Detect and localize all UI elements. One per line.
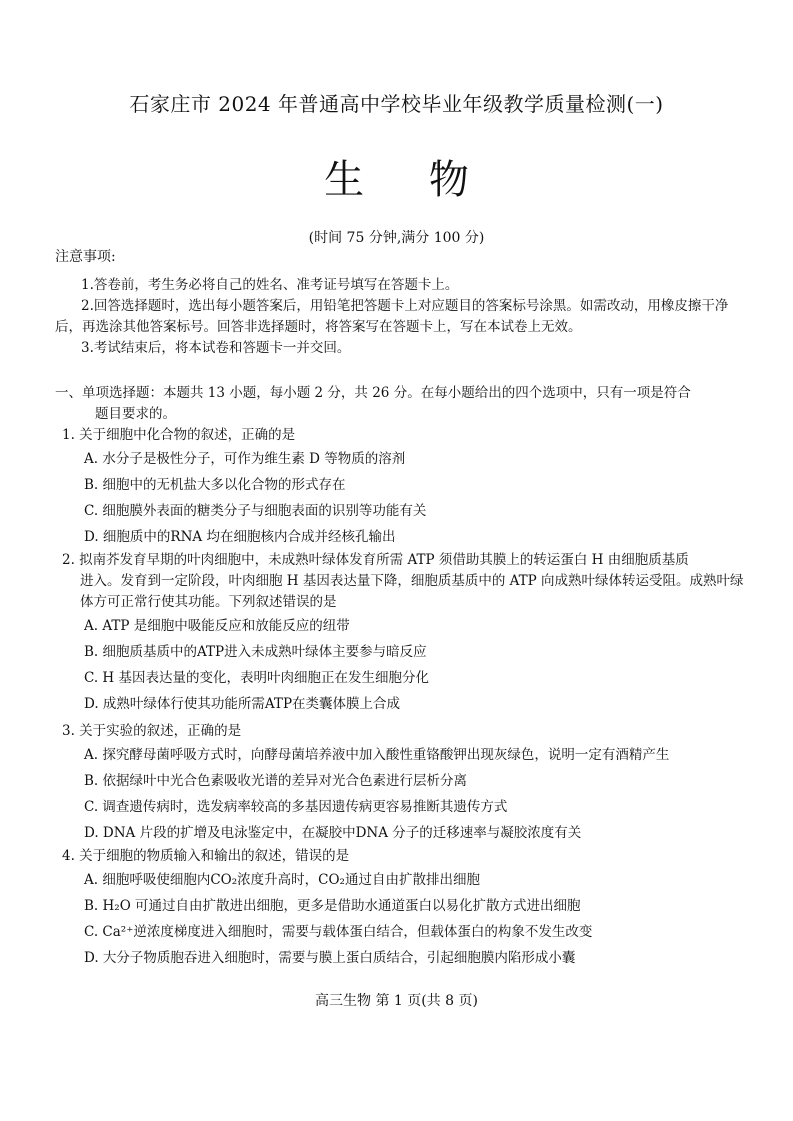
note-item: 1.答卷前，考生务必将自己的姓名、准考证号填写在答题卡上。 (81, 277, 459, 293)
option-a: A. ATP 是细胞中吸能反应和放能反应的纽带 (84, 618, 350, 634)
note-item: 2.回答选择题时，选出每小题答案后，用铅笔把答题卡上对应题目的答案标号涂黑。如需改动，用橡皮擦干净后，再选涂其他答案标号。回答非选择题时，将答案写在答题卡上，写在本试卷上无效。 (55, 298, 729, 335)
question-stem-text: 1. 关于细胞中化合物的叙述，正确的是 (62, 427, 296, 443)
option-b: B. 依据绿叶中光合色素吸收光谱的差异对光合色素进行层析分离 (84, 773, 468, 789)
option-d: D. DNA 片段的扩增及电泳鉴定中，在凝胶中DNA 分子的迁移速率与凝胶浓度有关 (84, 825, 582, 841)
question-stem (62, 846, 752, 867)
page-footer: 高三生物 第 1 页(共 8 页) (315, 993, 478, 1009)
question-3 (62, 721, 752, 846)
section-heading-line: 一、单项选择题：本题共 13 小题，每小题 2 分，共 26 分。在每小题给出的四个选项中，只有一项是符合 (55, 385, 691, 401)
option-d: D. 大分子物质胞吞进入细胞时，需要与膜上蛋白质结合，引起细胞膜内陷形成小囊 (84, 950, 576, 966)
question-stem-text: 3. 关于实验的叙述，正确的是 (62, 723, 242, 739)
question-stem-text: 2. 拟南芥发育早期的叶肉细胞中，未成熟叶绿体发育所需 ATP 须借助其膜上的转运蛋白 H 由细胞质基质 (62, 552, 689, 568)
question-stem (62, 721, 752, 742)
question-stem-text: 4. 关于细胞的物质输入和输出的叙述，错误的是 (62, 848, 350, 864)
option-a: A. 探究酵母菌呼吸方式时，向酵母菌培养液中加入酸性重铬酸钾出现灰绿色，说明一定有酒精产生 (84, 747, 670, 763)
question-stem (62, 425, 752, 446)
option-d: D. 成熟叶绿体行使其功能所需ATP在类囊体膜上合成 (84, 696, 401, 712)
note-item: 3.考试结束后，将本试卷和答题卡一并交回。 (81, 340, 351, 356)
notes-list (55, 275, 745, 359)
option-b: B. H₂O 可通过自由扩散进出细胞，更多是借助水通道蛋白以易化扩散方式进出细胞 (84, 898, 581, 914)
question-stem (62, 550, 752, 613)
option-a: A. 细胞呼吸使细胞内CO₂浓度升高时，CO₂通过自由扩散排出细胞 (84, 872, 480, 888)
option-b: B. 细胞质基质中的ATP进入未成熟叶绿体主要参与暗反应 (84, 644, 427, 660)
option-b: B. 细胞中的无机盐大多以化合物的形式存在 (84, 477, 346, 493)
question-2 (62, 550, 752, 717)
time-note: (时间 75 分钟,满分 100 分) (308, 230, 485, 246)
option-c: C. H 基因表达量的变化，表明叶肉细胞正在发生细胞分化 (84, 670, 429, 686)
question-1 (62, 425, 752, 550)
option-a: A. 水分子是极性分子，可作为维生素 D 等物质的溶剂 (84, 451, 406, 467)
option-c: C. 调查遗传病时，选发病率较高的多基因遗传病更容易推断其遗传方式 (84, 799, 508, 815)
option-c: C. Ca²⁺逆浓度梯度进入细胞时，需要与载体蛋白结合，但载体蛋白的构象不发生改变 (84, 924, 593, 940)
question-4 (62, 846, 752, 971)
subject-title: 生 物 (324, 157, 495, 203)
question-stem-continued: 进入。发育到一定阶段，叶肉细胞 H 基因表达量下降，细胞质基质中的 ATP 向成熟叶绿体转运受阻。成熟叶绿体方可正常行使其功能。下列叙述错误的是 (80, 573, 744, 610)
section-heading (55, 383, 745, 425)
section-heading-line: 题目要求的。 (95, 406, 176, 422)
option-d: D. 细胞质中的RNA 均在细胞核内合成并经核孔输出 (84, 529, 396, 545)
option-c: C. 细胞膜外表面的糖类分子与细胞表面的识别等功能有关 (84, 503, 427, 519)
notes-heading: 注意事项: (55, 249, 116, 265)
exam-title: 石家庄市 2024 年普通高中学校毕业年级教学质量检测(一) (129, 92, 664, 116)
question-list (62, 425, 752, 971)
